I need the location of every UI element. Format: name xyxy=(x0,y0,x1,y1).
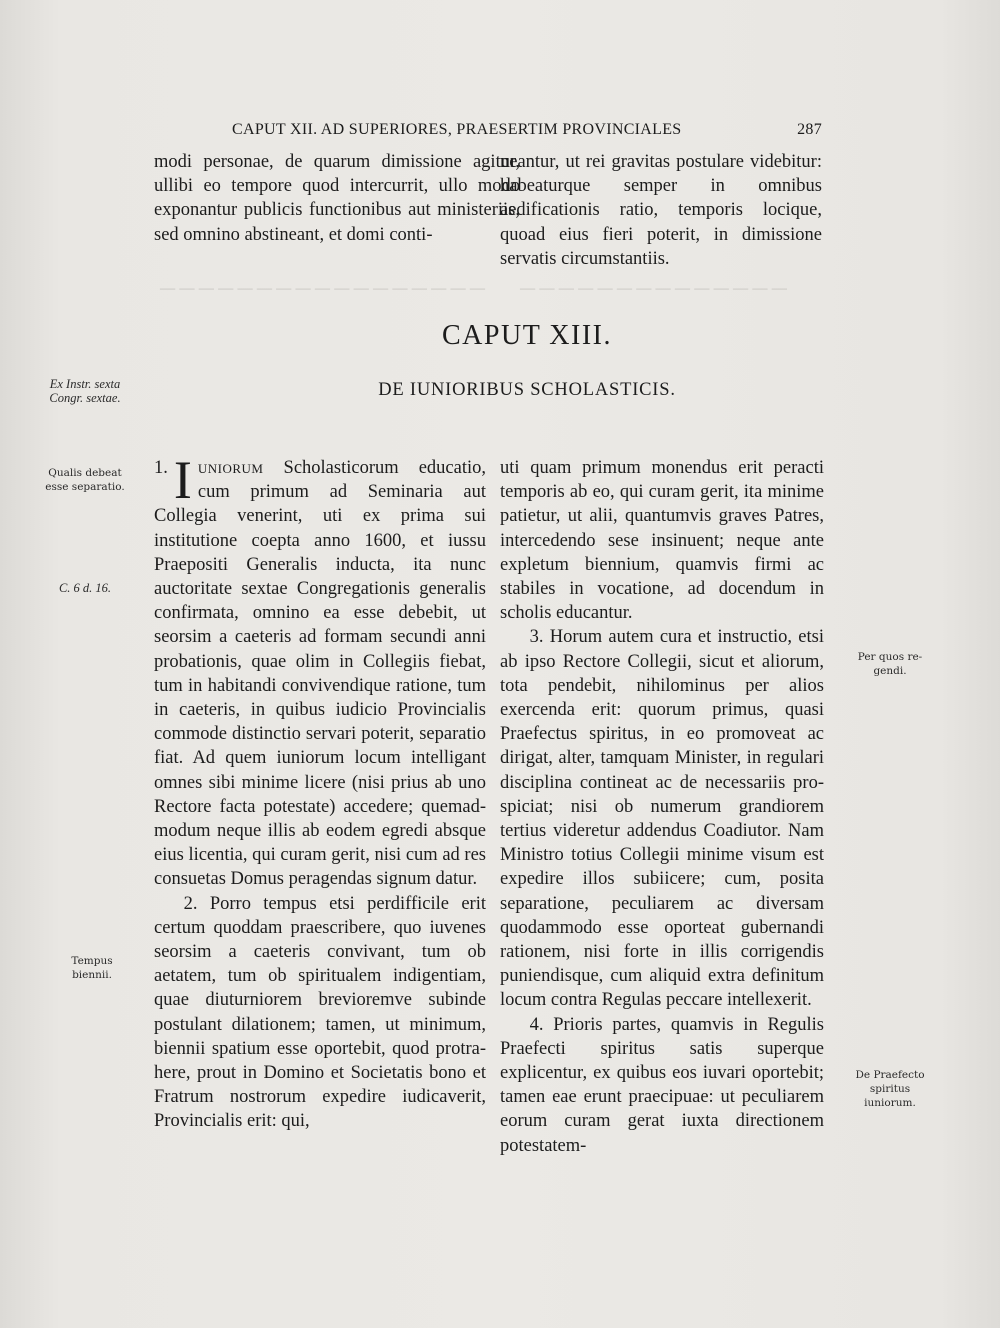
paragraph-1 xyxy=(154,450,486,892)
main-right-column xyxy=(500,456,824,1158)
show-through-decoration: — — — — — — — — — — — — — — xyxy=(520,278,787,297)
margin-note-per-quos-line1: Per quos re- xyxy=(857,651,923,663)
margin-note-separatio-line1: Qualis debeat xyxy=(48,467,122,479)
margin-note-instr xyxy=(30,377,140,405)
running-header xyxy=(232,121,822,141)
page-number: 287 xyxy=(797,121,822,138)
top-text-right-column xyxy=(500,150,822,271)
show-through-decoration: — — — — — — — — — — — — — — — — — xyxy=(160,278,485,297)
margin-note-tempus-line2: biennii. xyxy=(72,969,112,981)
paragraph-3: 3. Horum autem cura et instructio, etsi ab ipso Rectore Collegii, sicut et aliorum, tota pendebit, nihilominus per alios exercenda erit: quorum primus, quasi Praefectus spiritus, in eo promoveat ac dirigat, alter, tamquam Minister, in regulari disciplina contineat ac de necessariis prospiciat; nisi ob numerum grandiorem tertius videretur addendus Coadiutor. Nam Ministro totius Collegii minime visum est expedire illos subiicere; cum, posita separatione, peculiarem ac diversam quodammodo esse oporteat gubernandi rationem, nisi forte in illis corrigendis puniendisque, cum aliquid extra definitum locum contra Regulas peccare intellexerit. xyxy=(500,627,824,1011)
margin-note-per-quos-line2: gendi. xyxy=(873,665,907,677)
margin-note-tempus-line1: Tempus xyxy=(71,955,113,967)
paragraph-4: 4. Prioris partes, quamvis in Regulis Praefecti spiritus satis superque explicentur, ex quibus eos iuvari oportebit; tamen eae erunt praecipuae: ut peculiarem eorum curam gerat iuxta directionem potestatem- xyxy=(500,1014,824,1156)
margin-note-instr-line1: Ex Instr. sexta xyxy=(49,377,121,391)
margin-note-instr-line2: Congr. sextae. xyxy=(49,391,121,405)
top-text-right: neantur, ut rei gravitas postulare videbitur: habeaturque semper in omnibus aedificationis ratio, temporis locique, quoad eius fieri poterit, in dimissione servatis circumstantiis. xyxy=(500,152,822,269)
main-left-column xyxy=(154,450,486,1134)
margin-note-separatio-line2: esse separatio. xyxy=(45,481,125,493)
margin-note-reference xyxy=(30,581,140,595)
paragraph-1-text: Scholasticorum educatio, cum primum ad Seminaria aut Collegia venerint, uti ex prima sui institutione coepta anno 1600, et iussu Praepositi Generalis inducta, ita nunc auctoritate sextae Congregationis generalis confirmata, omnino ea esse debebit, ut seorsim a caeteris ad formam secundi anni probationis, quae olim in Collegiis fiebat, tum in habitandi convivendique ratione, tum in caeteris, in quibus iudicio Provincialis commode distinctio servari poterit, separatio fiat. Ad quem iuniorum locum intelligant omnes sibi minime licere (nisi prius ab uno Rectore facta potestate) accedere; quemadmodum neque illis ab eodem egredi absque eius licentia, qui curam gerit, nisi cum ad res consuetas Domus peragendas signum datur. xyxy=(154,458,486,890)
running-header-title: CAPUT XII. AD SUPERIORES, PRAESERTIM PROVINCIALES xyxy=(232,121,682,138)
margin-note-praefecto-line3: iuniorum. xyxy=(864,1097,916,1109)
top-text-left-column xyxy=(154,150,520,247)
margin-note-praefecto xyxy=(830,1068,950,1110)
margin-note-tempus xyxy=(42,954,142,982)
paragraph-2-continued: uti quam primum monendus erit peracti temporis ab eo, qui curam gerit, ita minime patietur, ut alii, quantumvis graves Patres, intercedendo sese insinuent; neque ante expletum biennium, quamvis firmi ac stabiles in vocatione, ad docendum in scholis educantur. xyxy=(500,458,824,624)
top-text-left: modi personae, de quarum dimissione agitur, ullibi eo tempore quod intercurrit, ullo modo exponantur publicis functionibus aut ministeriis, sed omnino abstineant, et domi conti- xyxy=(154,152,520,245)
margin-note-reference-text: C. 6 d. 16. xyxy=(58,581,112,595)
paragraph-1-smallcaps: uniorum xyxy=(197,458,264,478)
margin-note-praefecto-line1: De Praefecto xyxy=(855,1069,925,1081)
drop-cap: I xyxy=(173,450,192,510)
paragraph-2: 2. Porro tempus etsi perdifficile erit certum quoddam praescribere, quo iuvenes seorsim a caeteris convivant, tum ob aetatem, tum ob spiritualem indigentiam, quae diuturniorem brevioremve subinde postulant dilationem; tamen, ut minimum, biennii spatium esse oportebit, quod protrahere, prout in Domino et Societatis bono et Fratrum nostrorum expedire iudicaverit, Provincialis erit: qui, xyxy=(154,893,486,1132)
chapter-subtitle: DE IUNIORIBUS SCHOLASTICIS. xyxy=(378,380,676,400)
margin-note-separatio xyxy=(30,466,140,494)
margin-note-praefecto-line2: spiritus xyxy=(869,1083,911,1095)
chapter-title: CAPUT XIII. xyxy=(442,320,612,351)
margin-note-per-quos xyxy=(830,650,950,678)
paragraph-1-number: 1. xyxy=(154,458,168,478)
